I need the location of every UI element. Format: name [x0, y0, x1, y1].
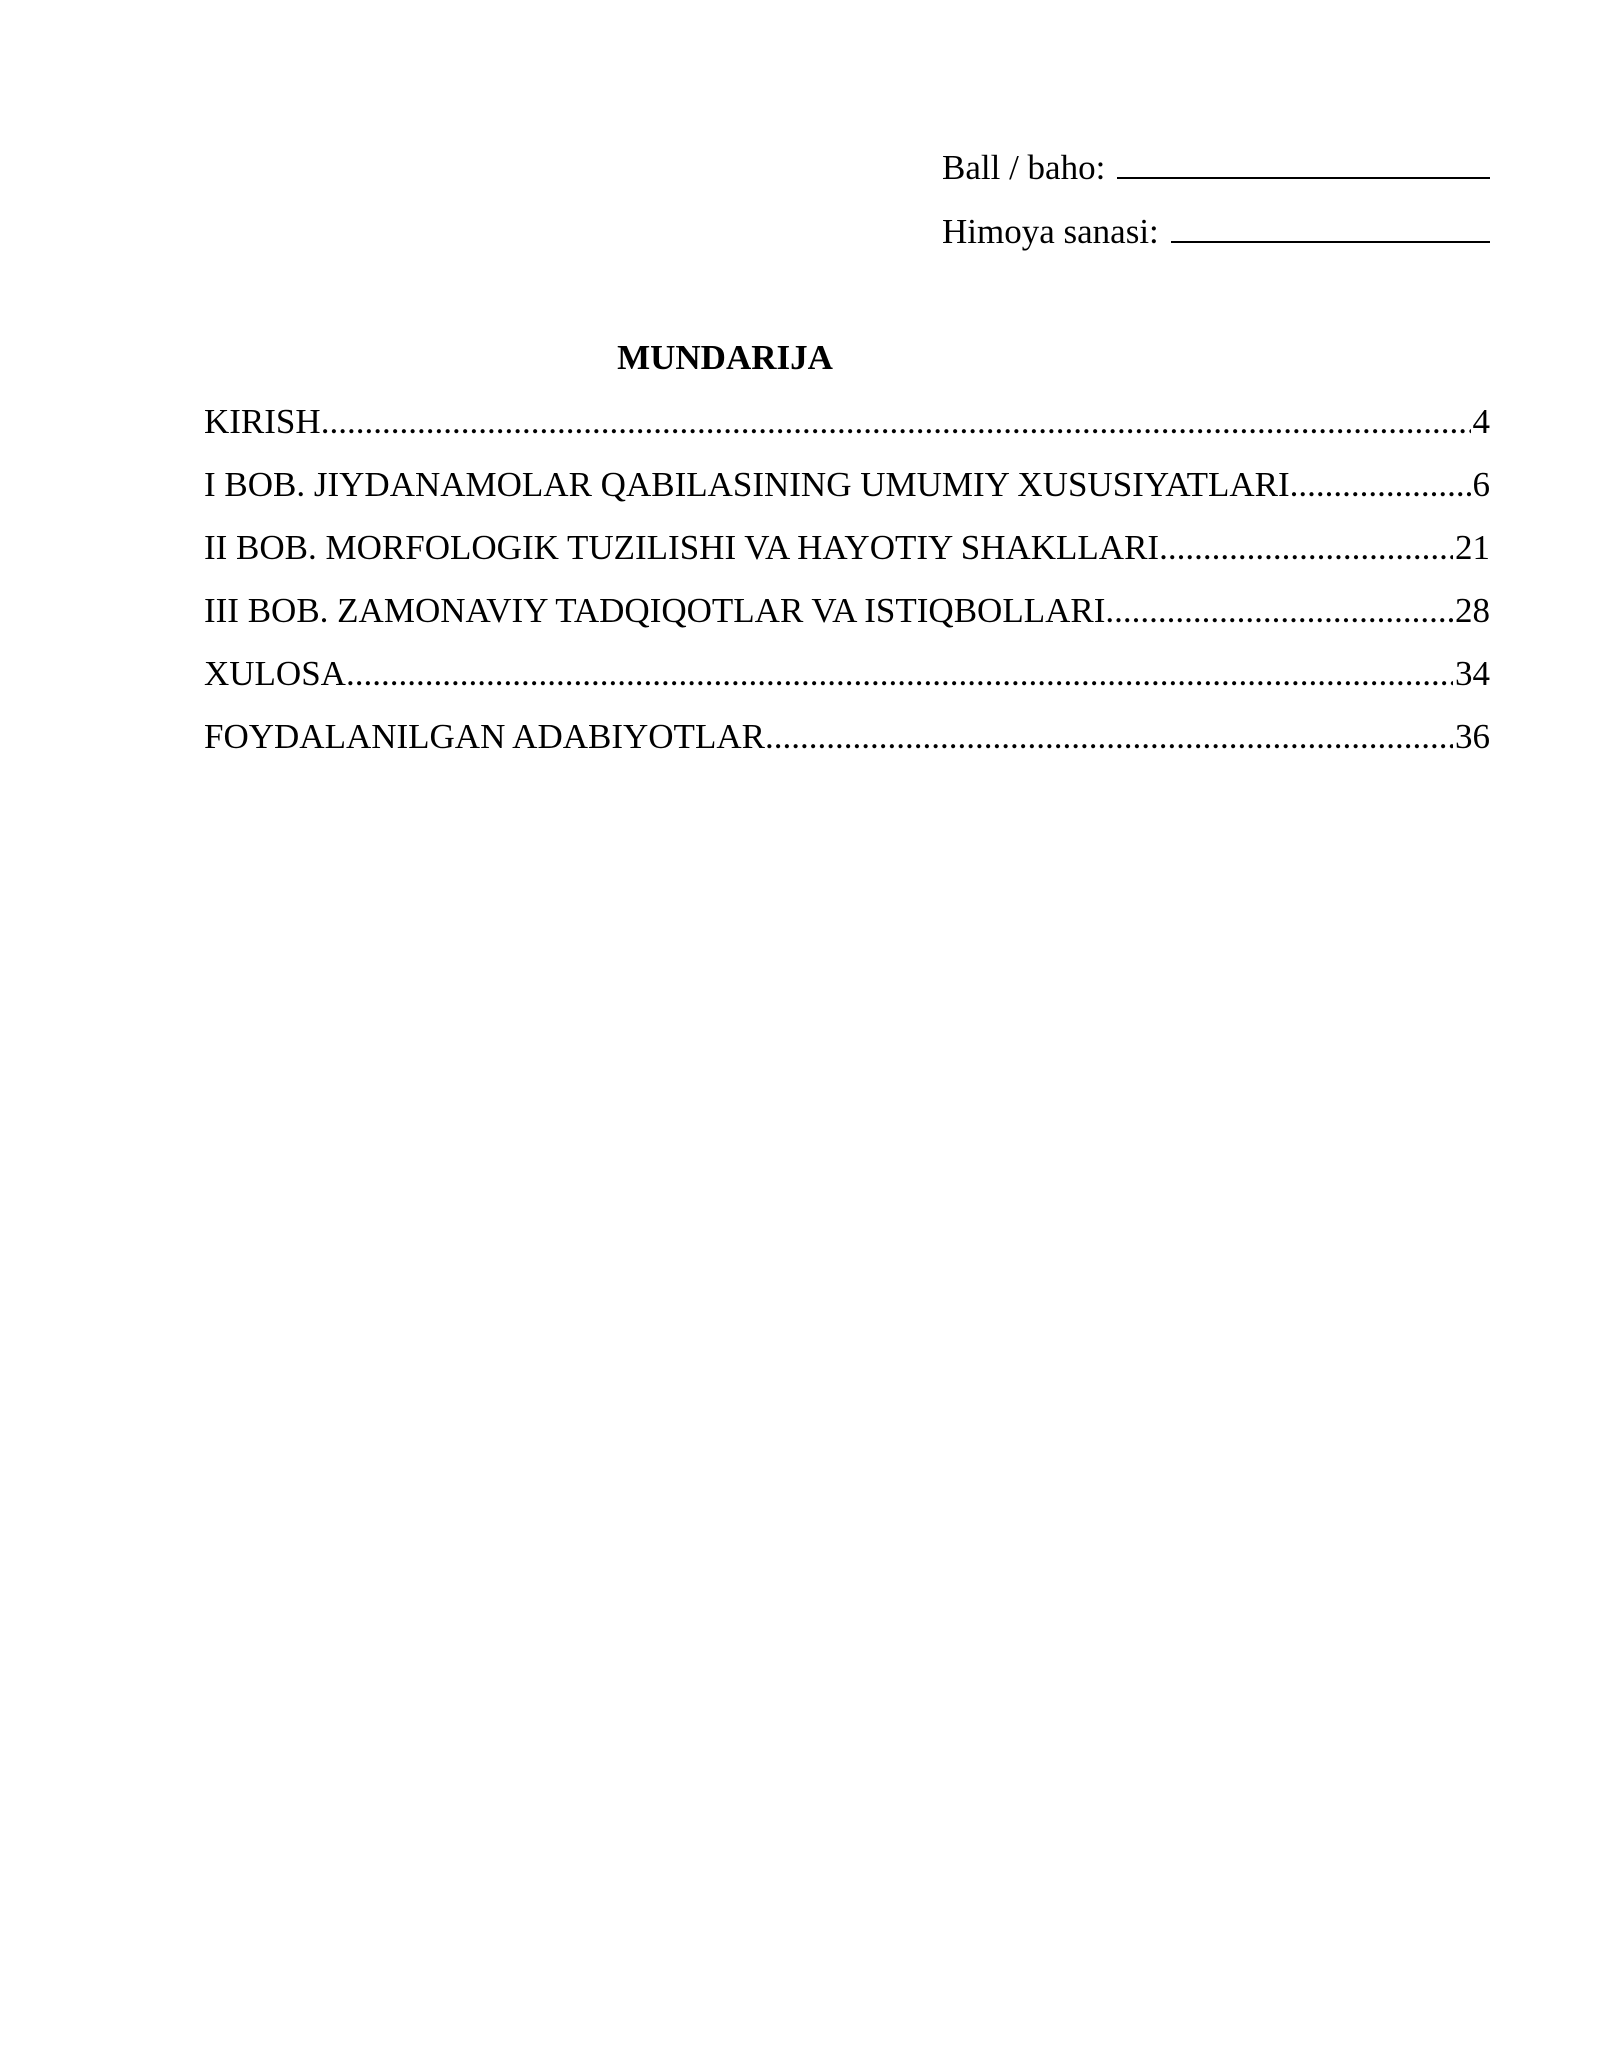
defense-date-label: Himoya sanasi: [942, 212, 1159, 251]
toc-leader-dots [765, 715, 1453, 759]
grade-label: Ball / baho: [942, 148, 1106, 187]
toc-entry [204, 589, 1490, 652]
toc-title: MUNDARIJA [617, 338, 833, 377]
toc-entry-page: 6 [1472, 465, 1490, 504]
toc-entry-page: 28 [1455, 591, 1490, 630]
defense-date-blank-line [1171, 211, 1490, 243]
toc-entry-label: FOYDALANILGAN ADABIYOTLAR [204, 717, 765, 756]
toc-entry-page: 34 [1455, 654, 1490, 693]
toc-entry [204, 526, 1490, 589]
toc-entry-page: 36 [1455, 717, 1490, 756]
toc-entry-label: III BOB. ZAMONAVIY TADQIQOTLAR VA ISTIQBOLLARI [204, 591, 1106, 630]
grade-blank-line [1117, 147, 1490, 179]
toc-entry [204, 715, 1490, 778]
toc-entry-label: KIRISH [204, 402, 321, 441]
toc-entry [204, 400, 1490, 463]
toc-entry [204, 652, 1490, 715]
toc-leader-dots [321, 400, 1471, 444]
toc-entry-page: 4 [1472, 402, 1490, 441]
toc-entry-page: 21 [1455, 528, 1490, 567]
toc-leader-dots [1159, 526, 1453, 570]
toc-leader-dots [346, 652, 1453, 696]
toc-entry [204, 463, 1490, 526]
toc-leader-dots [1105, 589, 1453, 633]
toc-entry-label: I BOB. JIYDANAMOLAR QABILASINING UMUMIY XUSUSIYATLARI [204, 465, 1290, 504]
toc-entry-label: XULOSA [204, 654, 346, 693]
toc-entry-label: II BOB. MORFOLOGIK TUZILISHI VA HAYOTIY SHAKLLARI [204, 528, 1160, 567]
table-of-contents [204, 400, 1490, 778]
grade-field [942, 146, 1490, 190]
toc-leader-dots [1290, 463, 1471, 507]
defense-date-field [942, 210, 1490, 254]
